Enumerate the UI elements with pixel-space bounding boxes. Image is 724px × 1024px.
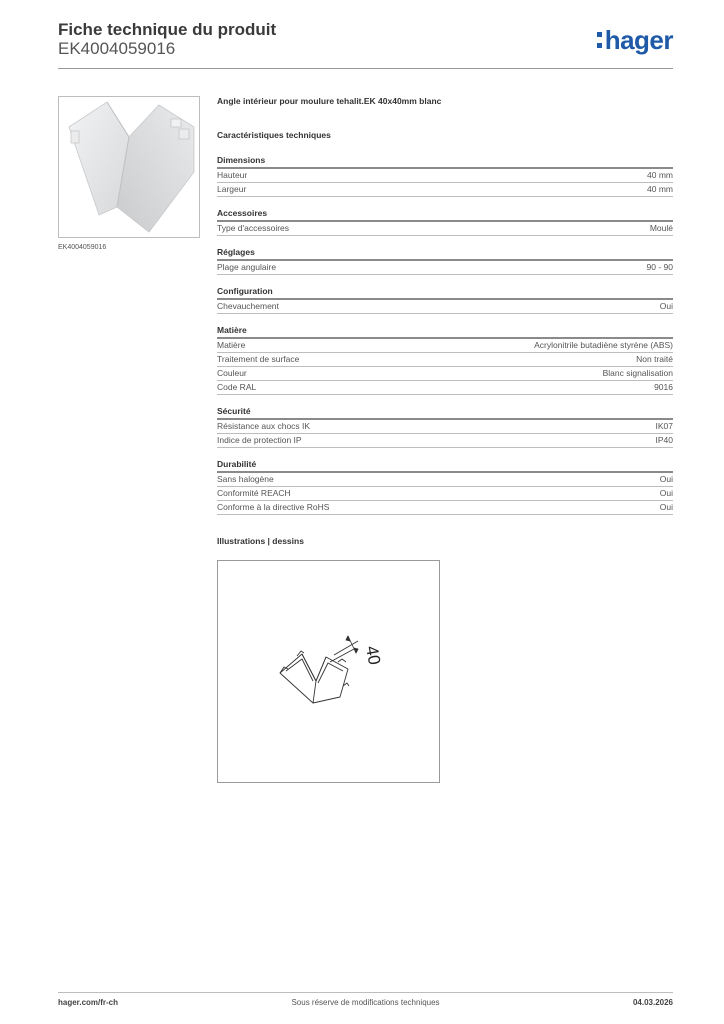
spec-value: IP40 bbox=[655, 435, 673, 445]
spec-value: Acrylonitrile butadiène styrène (ABS) bbox=[534, 340, 673, 350]
spec-row bbox=[217, 420, 673, 434]
spec-label: Type d'accessoires bbox=[217, 223, 290, 233]
spec-value: Oui bbox=[659, 474, 673, 484]
section-accessories bbox=[217, 207, 673, 236]
section-configuration bbox=[217, 285, 673, 314]
footer-website-link[interactable]: hager.com/fr-ch bbox=[58, 998, 119, 1007]
spec-heading: Caractéristiques techniques bbox=[217, 130, 331, 140]
product-reference: EK4004059016 bbox=[58, 39, 176, 58]
section-safety bbox=[217, 405, 673, 448]
spec-label: Code RAL bbox=[217, 382, 257, 392]
section-title: Matière bbox=[217, 325, 247, 335]
logo-mark-icon bbox=[597, 32, 602, 48]
section-title: Configuration bbox=[217, 286, 273, 296]
spec-label: Couleur bbox=[217, 368, 247, 378]
spec-label: Sans halogène bbox=[217, 474, 274, 484]
spec-value: 40 mm bbox=[647, 170, 673, 180]
product-photo bbox=[58, 96, 200, 238]
spec-row bbox=[217, 169, 673, 183]
section-dimensions bbox=[217, 154, 673, 197]
section-title: Réglages bbox=[217, 247, 255, 257]
spec-value: Oui bbox=[659, 502, 673, 512]
spec-value: Non traité bbox=[636, 354, 673, 364]
document-title: Fiche technique du produit bbox=[58, 20, 277, 39]
spec-row bbox=[217, 261, 673, 275]
spec-row bbox=[217, 434, 673, 448]
section-settings bbox=[217, 246, 673, 275]
spec-label: Largeur bbox=[217, 184, 247, 194]
spec-label: Plage angulaire bbox=[217, 262, 277, 272]
spec-value: 40 mm bbox=[647, 184, 673, 194]
spec-row bbox=[217, 381, 673, 395]
spec-row bbox=[217, 339, 673, 353]
spec-row bbox=[217, 353, 673, 367]
logo-text: hager bbox=[604, 24, 673, 55]
product-title: Angle intérieur pour moulure tehalit.EK 40x40mm blanc bbox=[217, 96, 442, 106]
spec-row bbox=[217, 300, 673, 314]
illustrations-heading: Illustrations | dessins bbox=[217, 536, 304, 546]
spec-label: Chevauchement bbox=[217, 301, 279, 311]
spec-row bbox=[217, 183, 673, 197]
spec-value: 90 - 90 bbox=[646, 262, 673, 272]
page-header bbox=[58, 20, 673, 70]
spec-label: Résistance aux chocs IK bbox=[217, 421, 311, 431]
footer-notice: Sous réserve de modifications techniques bbox=[291, 998, 440, 1007]
corner-drawing-icon bbox=[218, 561, 439, 782]
dimension-label: 40 bbox=[362, 644, 385, 667]
spec-label: Matière bbox=[217, 340, 246, 350]
spec-row bbox=[217, 222, 673, 236]
spec-value: IK07 bbox=[655, 421, 673, 431]
spec-value: Oui bbox=[659, 488, 673, 498]
spec-value: Moulé bbox=[649, 223, 673, 233]
spec-label: Traitement de surface bbox=[217, 354, 300, 364]
spec-row bbox=[217, 367, 673, 381]
spec-value: Blanc signalisation bbox=[602, 368, 673, 378]
section-material bbox=[217, 324, 673, 395]
header-divider bbox=[58, 68, 673, 69]
section-title: Durabilité bbox=[217, 459, 257, 469]
footer-divider bbox=[58, 992, 673, 993]
footer-date: 04.03.2026 bbox=[632, 998, 673, 1007]
section-durability bbox=[217, 458, 673, 515]
spec-label: Conforme à la directive RoHS bbox=[217, 502, 330, 512]
spec-value: Oui bbox=[659, 301, 673, 311]
spec-label: Hauteur bbox=[217, 170, 248, 180]
spec-label: Conformité REACH bbox=[217, 488, 291, 498]
hager-logo bbox=[597, 23, 673, 57]
section-title: Accessoires bbox=[217, 208, 268, 218]
section-title: Dimensions bbox=[217, 155, 266, 165]
spec-value: 9016 bbox=[654, 382, 673, 392]
spec-row bbox=[217, 487, 673, 501]
technical-drawing bbox=[217, 560, 440, 783]
spec-row bbox=[217, 501, 673, 515]
photo-caption: EK4004059016 bbox=[58, 244, 107, 251]
section-title: Sécurité bbox=[217, 406, 251, 416]
spec-label: Indice de protection IP bbox=[217, 435, 302, 445]
corner-piece-photo-icon bbox=[59, 97, 199, 237]
spec-row bbox=[217, 473, 673, 487]
specification-content bbox=[217, 96, 673, 548]
